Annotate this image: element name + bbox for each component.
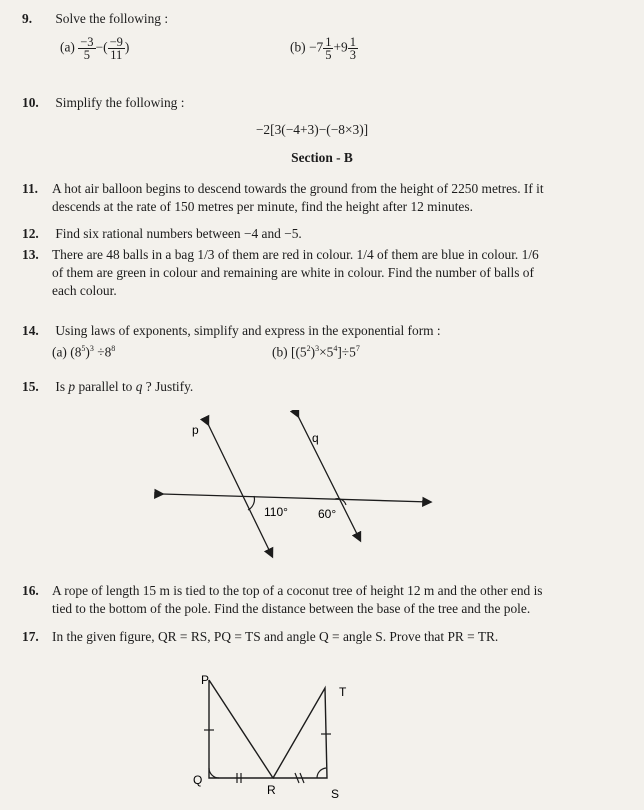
fraction: $\frac{-9}{11}$ bbox=[109, 35, 123, 62]
question-17 bbox=[22, 628, 632, 646]
angle-label-110: 110° bbox=[264, 505, 288, 519]
option-label: (a) bbox=[52, 344, 67, 360]
question-text-line: A hot air balloon begins to descend towards the ground from the height of 2250 metres. If it bbox=[52, 181, 544, 196]
q10-expression: −2[3(−4+3)−(−8×3)] bbox=[255, 122, 369, 137]
question-number: 13. bbox=[22, 247, 39, 262]
question-number: 16. bbox=[22, 583, 39, 598]
question-text-line: of them are green in colour and remaining are white in colour. Find the number of balls of bbox=[52, 265, 534, 280]
vertex-q: Q bbox=[193, 773, 203, 787]
fraction: $\frac{1}{3}$ bbox=[349, 35, 356, 62]
q14-option-a: (a) $(8^5)^3 \div 8^8$ bbox=[52, 344, 116, 360]
triangles-figure bbox=[185, 670, 365, 805]
question-10 bbox=[22, 94, 184, 112]
question-number: 10. bbox=[22, 95, 39, 110]
question-number: 17. bbox=[22, 629, 39, 644]
question-12 bbox=[22, 225, 302, 243]
question-13 bbox=[22, 246, 632, 300]
option-label: (a) bbox=[60, 39, 75, 55]
question-9 bbox=[22, 10, 168, 28]
fraction: $\frac{-3}{5}$ bbox=[80, 35, 94, 62]
question-14 bbox=[22, 322, 441, 340]
q14-option-b: (b) $[(5^2)^3\times 5^4]\div 5^7$ bbox=[272, 344, 360, 360]
q9-option-a: (a) $\frac{-3}{5}$ −( $\frac{-9}{11}$ ) bbox=[60, 35, 130, 62]
question-text-line: In the given figure, QR = RS, PQ = TS and angle Q = angle S. Prove that PR = TR. bbox=[52, 629, 499, 644]
question-text-line: each colour. bbox=[52, 283, 117, 298]
question-text: Solve the following : bbox=[55, 11, 169, 26]
section-heading: Section - B bbox=[291, 150, 353, 165]
question-number: 11. bbox=[22, 181, 38, 196]
q9-option-b: (b) −7 $\frac{1}{5}$ +9 $\frac{1}{3}$ bbox=[290, 35, 356, 62]
question-number: 12. bbox=[22, 226, 39, 241]
label-q: q bbox=[312, 431, 319, 445]
angle-s-arc bbox=[317, 768, 326, 778]
fraction: $\frac{1}{5}$ bbox=[325, 35, 332, 62]
question-number: 15. bbox=[22, 379, 39, 394]
question-number: 9. bbox=[22, 11, 33, 26]
question-text-line: descends at the rate of 150 metres per minute, find the height after 12 minutes. bbox=[52, 199, 473, 214]
vertex-r: R bbox=[267, 783, 276, 797]
question-16 bbox=[22, 582, 632, 618]
triangle-pqr bbox=[209, 680, 273, 778]
label-p: p bbox=[192, 423, 199, 437]
question-text: Find six rational numbers between −4 and −5. bbox=[55, 226, 302, 241]
question-text: Using laws of exponents, simplify and express in the exponential form : bbox=[55, 323, 441, 338]
question-text-line: There are 48 balls in a bag 1/3 of them are red in colour. 1/4 of them are blue in colour. 1/6 bbox=[52, 247, 539, 262]
transversal-line bbox=[162, 494, 430, 502]
question-text-line: tied to the bottom of the pole. Find the distance between the base of the tree and the pole. bbox=[52, 601, 531, 616]
question-text: Simplify the following : bbox=[55, 95, 185, 110]
angle-label-60: 60° bbox=[318, 507, 337, 521]
option-label: (b) bbox=[272, 344, 288, 360]
triangle-tsr bbox=[273, 688, 327, 778]
parallel-lines-figure bbox=[150, 410, 450, 570]
option-label: (b) bbox=[290, 39, 306, 55]
question-15: 15. Is p parallel to q ? Justify. bbox=[22, 379, 194, 394]
angle-q-arc bbox=[209, 768, 219, 778]
question-number: 14. bbox=[22, 323, 39, 338]
vertex-t: T bbox=[339, 685, 347, 699]
line-q bbox=[298, 416, 360, 540]
vertex-p: P bbox=[201, 673, 210, 687]
question-11 bbox=[22, 180, 632, 216]
question-text-line: A rope of length 15 m is tied to the top of a coconut tree of height 12 m and the other end is bbox=[52, 583, 543, 598]
line-p bbox=[208, 424, 272, 556]
vertex-s: S bbox=[331, 787, 340, 801]
